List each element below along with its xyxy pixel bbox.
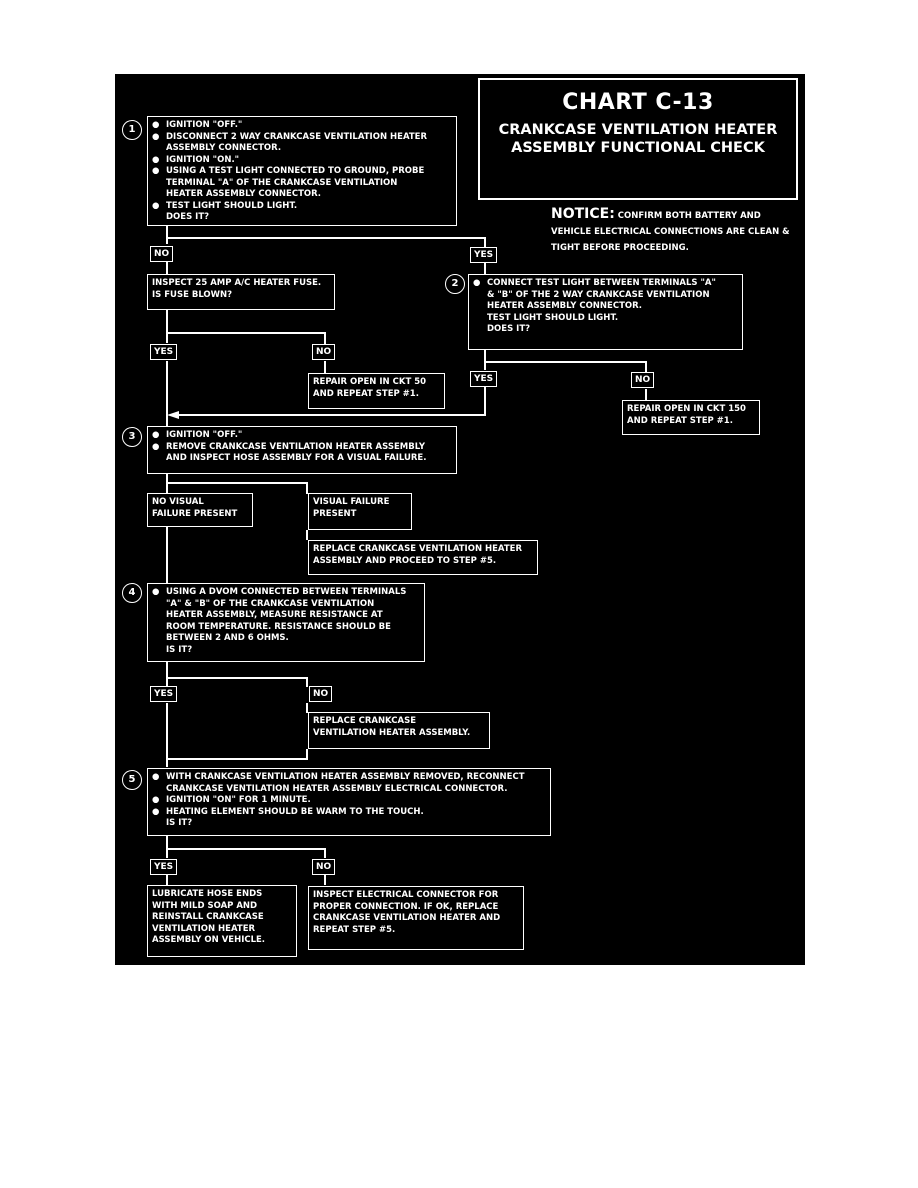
step-1-box [147,116,457,226]
replace-and-proceed-box: REPLACE CRANKCASE VENTILATION HEATER ASSEMBLY AND PROCEED TO STEP #5. [308,540,538,575]
connector-line [166,332,326,334]
connector-line [306,530,308,540]
inspect-connector-box: INSPECT ELECTRICAL CONNECTOR FOR PROPER CONNECTION. IF OK, REPLACE CRANKCASE VENTILATION HEATER AND REPEAT STEP #5. [308,886,524,950]
connector-line [166,662,168,686]
step-1-item: ● DISCONNECT 2 WAY CRANKCASE VENTILATION HEATER ASSEMBLY CONNECTOR. [152,131,428,153]
step-4-item: ● USING A DVOM CONNECTED BETWEEN TERMINALS "A" & "B" OF THE CRANKCASE VENTILATION HEATER ASSEMBLY, MEASURE RESISTANCE AT ROOM TEMPERATURE. RESISTANCE SHOULD BE BETWEEN 2 AND 6 OHMS. IS IT? [152,587,407,655]
notice [551,206,801,256]
connector-line [324,848,326,858]
step-3-item: ● IGNITION "OFF." [152,430,243,440]
no-label: NO [150,246,173,262]
step-1-item: ● IGNITION "OFF." [152,120,243,130]
notice-text: CONFIRM BOTH BATTERY AND VEHICLE ELECTRICAL CONNECTIONS ARE CLEAN & TIGHT BEFORE PROCEEDING. [551,211,790,253]
inspect-fuse-box: INSPECT 25 AMP A/C HEATER FUSE. IS FUSE BLOWN? [147,274,335,310]
no-label: NO [312,344,335,360]
connector-line [166,875,168,885]
repair-ckt50-box: REPAIR OPEN IN CKT 50 AND REPEAT STEP #1. [308,373,445,409]
no-label: NO [309,686,332,702]
no-label: NO [312,859,335,875]
step-5-item: ● IGNITION "ON" FOR 1 MINUTE. [152,795,311,805]
yes-label: YES [470,371,497,387]
visual-failure-box: VISUAL FAILURE PRESENT [308,493,412,530]
flowchart [115,74,805,965]
step-1-item: ● TEST LIGHT SHOULD LIGHT. DOES IT? [152,200,298,222]
connector-line [484,237,486,247]
arrowhead [167,411,179,419]
step-5-item: ● WITH CRANKCASE VENTILATION HEATER ASSEMBLY REMOVED, RECONNECT CRANKCASE VENTILATION HEATER ASSEMBLY ELECTRICAL CONNECTOR. [152,772,525,794]
notice-label: NOTICE: [551,206,615,222]
connector-line [166,527,168,583]
no-label: NO [631,372,654,388]
connector-line [166,836,168,858]
step-3-item: ● REMOVE CRANKCASE VENTILATION HEATER ASSEMBLY AND INSPECT HOSE ASSEMBLY FOR A VISUAL FAILURE. [152,441,427,463]
connector-line [166,474,168,494]
connector-line [306,677,308,687]
step-1-item: ● IGNITION "ON." [152,154,240,165]
step-5-box [147,768,551,836]
step-number-5: 5 [122,770,142,790]
connector-line [484,350,486,370]
no-visual-failure-box: NO VISUAL FAILURE PRESENT [147,493,253,527]
connector-line [324,332,326,344]
step-2-item: ● CONNECT TEST LIGHT BETWEEN TERMINALS "A" & "B" OF THE 2 WAY CRANKCASE VENTILATION HEATER ASSEMBLY CONNECTOR. TEST LIGHT SHOULD LIGHT. DOES IT? [473,278,716,334]
connector-line [306,749,308,760]
connector-line [166,309,168,343]
yes-label: YES [150,344,177,360]
repair-ckt150-box: REPAIR OPEN IN CKT 150 AND REPEAT STEP #1. [622,400,760,435]
lubricate-reinstall-box: LUBRICATE HOSE ENDS WITH MILD SOAP AND REINSTALL CRANKCASE VENTILATION HEATER ASSEMBLY ON VEHICLE. [147,885,297,957]
step-4-box [147,583,425,662]
connector-line [166,226,168,244]
title-block [478,78,798,200]
connector-line [177,414,486,416]
step-number-3: 3 [122,427,142,447]
connector-line [166,482,308,484]
yes-label: YES [150,859,177,875]
yes-label: YES [150,686,177,702]
yes-label: YES [470,247,497,263]
step-number-2: 2 [445,274,465,294]
step-number-4: 4 [122,583,142,603]
connector-line [166,237,486,239]
step-2-box [468,274,743,350]
chart-subtitle: CRANKCASE VENTILATION HEATER ASSEMBLY FUNCTIONAL CHECK [498,122,778,156]
connector-line [166,677,308,679]
connector-line [166,758,308,760]
replace-assembly-box: REPLACE CRANKCASE VENTILATION HEATER ASSEMBLY. [308,712,490,749]
chart-title: CHART C-13 [562,90,714,115]
step-3-box [147,426,457,474]
connector-line [484,361,647,363]
connector-line [484,387,486,415]
step-number-1: 1 [122,120,142,140]
connector-line [166,848,326,850]
connector-line [324,875,326,885]
step-5-item: ● HEATING ELEMENT SHOULD BE WARM TO THE TOUCH. IS IT? [152,806,424,828]
step-1-item: ● USING A TEST LIGHT CONNECTED TO GROUND, PROBE TERMINAL "A" OF THE CRANKCASE VENTILATION HEATER ASSEMBLY CONNECTOR. [152,166,425,199]
connector-line [166,260,168,274]
